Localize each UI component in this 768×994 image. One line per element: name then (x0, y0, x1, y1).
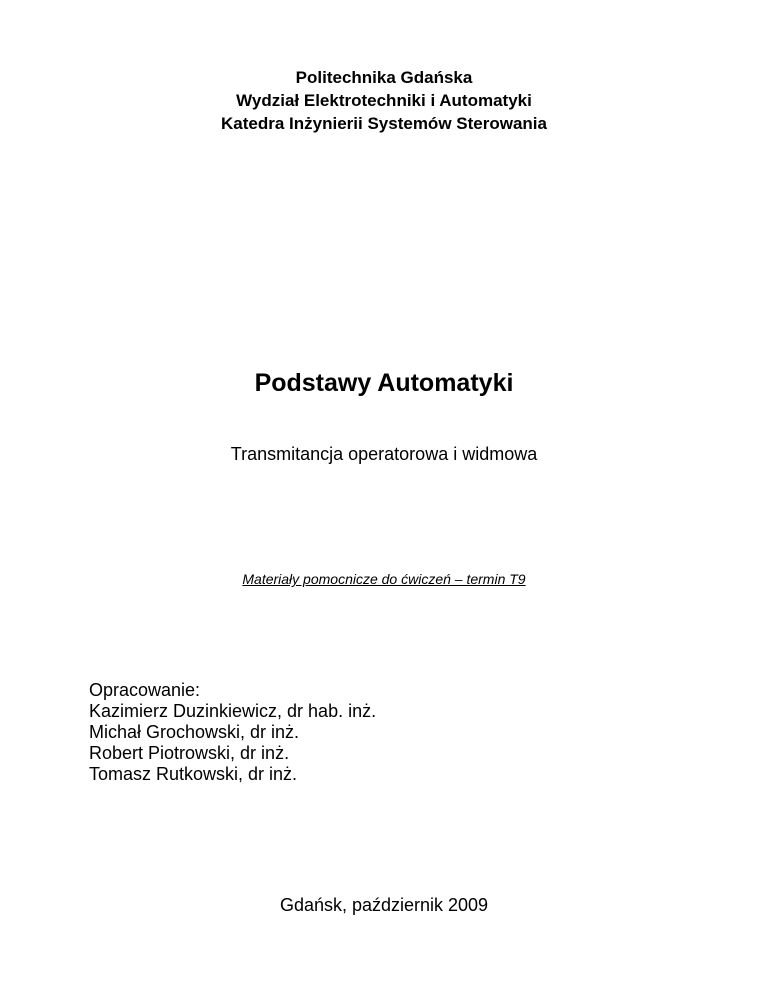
authors-heading: Opracowanie: (89, 680, 201, 700)
university-name: Politechnika Gdańska (295, 68, 473, 87)
authors-block (89, 680, 376, 785)
faculty-name: Wydział Elektrotechniki i Automatyki (236, 91, 532, 110)
department-name: Katedra Inżynierii Systemów Sterowania (221, 114, 547, 133)
author-line: Robert Piotrowski, dr inż. (89, 743, 290, 763)
author-line: Kazimierz Duzinkiewicz, dr hab. inż. (89, 701, 377, 721)
place-and-date: Gdańsk, październik 2009 (279, 895, 489, 915)
course-title: Podstawy Automatyki (254, 369, 514, 397)
author-line: Michał Grochowski, dr inż. (89, 722, 300, 742)
institution-header (0, 66, 768, 135)
author-line: Tomasz Rutkowski, dr inż. (89, 764, 298, 784)
document-subtitle: Transmitancja operatorowa i widmowa (230, 444, 538, 464)
materials-note: Materiały pomocnicze do ćwiczeń – termin T9 (242, 571, 526, 587)
